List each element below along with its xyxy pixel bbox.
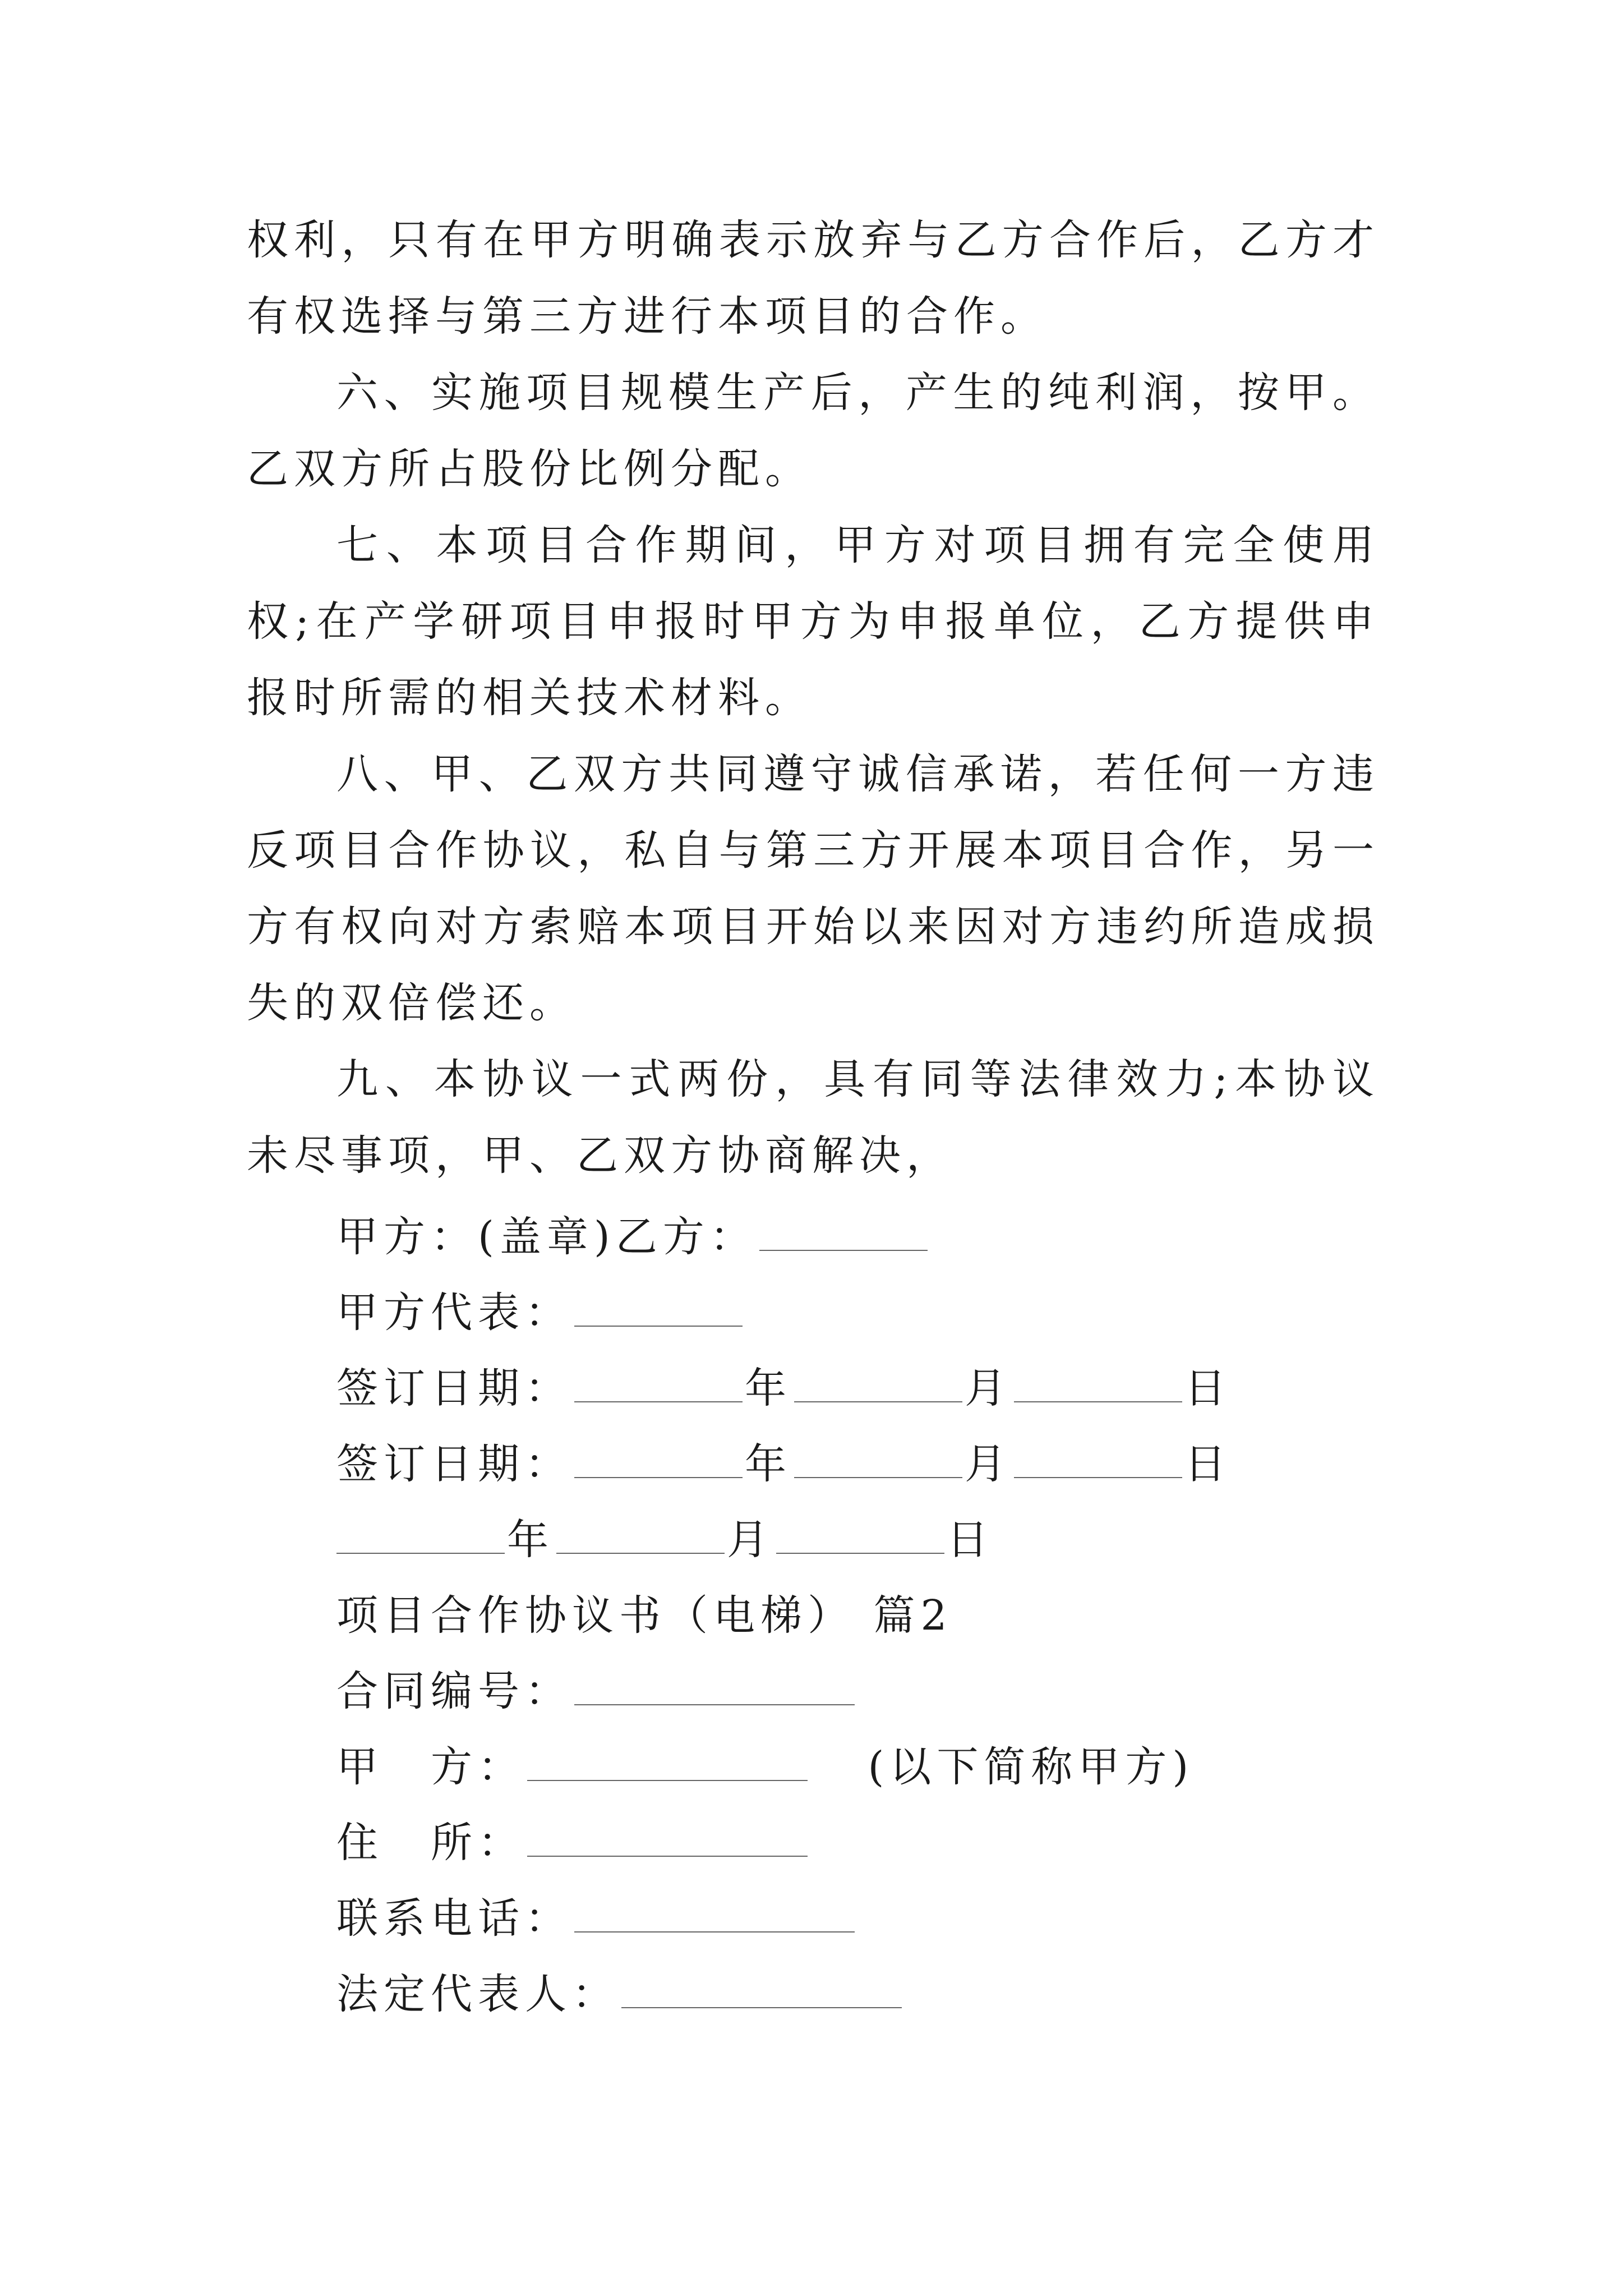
representative-label: 甲方代表： bbox=[336, 1289, 572, 1337]
year-label: 年 bbox=[745, 1364, 792, 1412]
date-line-3 bbox=[336, 1512, 994, 1568]
contract-number-line bbox=[336, 1663, 857, 1719]
day-label: 日 bbox=[1184, 1440, 1232, 1488]
party-a-note: (以下简称甲方) bbox=[868, 1743, 1195, 1791]
legal-representative-blank bbox=[621, 1973, 902, 2008]
paragraph-continuation: 权利，只有在甲方明确表示放弃与乙方合作后，乙方才有权选择与第三方进行本项目的合作。 bbox=[247, 216, 1380, 341]
address-blank bbox=[527, 1822, 808, 1857]
paragraph-6: 六、实施项目规模生产后，产生的纯利润，按甲。乙双方所占股份比例分配。 bbox=[247, 369, 1380, 493]
contract-number-label: 合同编号： bbox=[336, 1667, 572, 1715]
party-a-line bbox=[336, 1739, 1194, 1795]
month-blank bbox=[794, 1368, 962, 1402]
contract-number-blank bbox=[574, 1671, 855, 1705]
signing-date-line-1 bbox=[336, 1360, 1232, 1416]
legal-representative-label: 法定代表人： bbox=[336, 1970, 619, 2018]
representative-blank bbox=[574, 1292, 743, 1327]
party-a-blank bbox=[527, 1746, 808, 1781]
signature-party-label: 甲方：(盖章)乙方： bbox=[336, 1213, 757, 1261]
section-title-text: 项目合作协议书（电梯） 篇2 bbox=[336, 1591, 953, 1640]
year-blank bbox=[574, 1443, 743, 1478]
paragraph-9: 九、本协议一式两份，具有同等法律效力;本协议未尽事项，甲、乙双方协商解决， bbox=[247, 1055, 1380, 1180]
month-label: 月 bbox=[727, 1516, 774, 1564]
year-blank bbox=[574, 1368, 743, 1402]
signing-date-label: 签订日期： bbox=[336, 1364, 572, 1412]
phone-blank bbox=[574, 1898, 855, 1932]
year-label: 年 bbox=[507, 1516, 554, 1564]
month-label: 月 bbox=[965, 1440, 1012, 1488]
address-line bbox=[336, 1815, 810, 1871]
signature-party-line bbox=[336, 1209, 930, 1265]
signing-date-line-2 bbox=[336, 1436, 1232, 1492]
day-blank bbox=[1014, 1443, 1182, 1478]
phone-label: 联系电话： bbox=[336, 1894, 572, 1943]
day-blank bbox=[1014, 1368, 1182, 1402]
month-blank bbox=[556, 1519, 725, 1554]
day-label: 日 bbox=[947, 1516, 994, 1564]
signing-date-label: 签订日期： bbox=[336, 1440, 572, 1488]
party-a-label: 甲 方： bbox=[336, 1743, 525, 1791]
section-title-2 bbox=[336, 1588, 953, 1644]
agreement-body bbox=[247, 202, 1380, 1194]
address-label: 住 所： bbox=[336, 1819, 525, 1867]
day-blank bbox=[776, 1519, 944, 1554]
day-label: 日 bbox=[1184, 1364, 1232, 1412]
phone-line bbox=[336, 1890, 857, 1947]
signature-representative-line bbox=[336, 1285, 745, 1341]
legal-representative-line bbox=[336, 1966, 904, 2022]
year-blank bbox=[336, 1519, 505, 1554]
party-b-blank bbox=[759, 1216, 928, 1251]
year-label: 年 bbox=[745, 1440, 792, 1488]
paragraph-7: 七、本项目合作期间，甲方对项目拥有完全使用权;在产学研项目申报时甲方为申报单位，乙方提供申报时所需的相关技术材料。 bbox=[247, 521, 1380, 722]
month-blank bbox=[794, 1443, 962, 1478]
month-label: 月 bbox=[965, 1364, 1012, 1412]
paragraph-8: 八、甲、乙双方共同遵守诚信承诺，若任何一方违反项目合作协议，私自与第三方开展本项目合作，另一方有权向对方索赔本项目开始以来因对方违约所造成损失的双倍偿还。 bbox=[247, 750, 1380, 1027]
